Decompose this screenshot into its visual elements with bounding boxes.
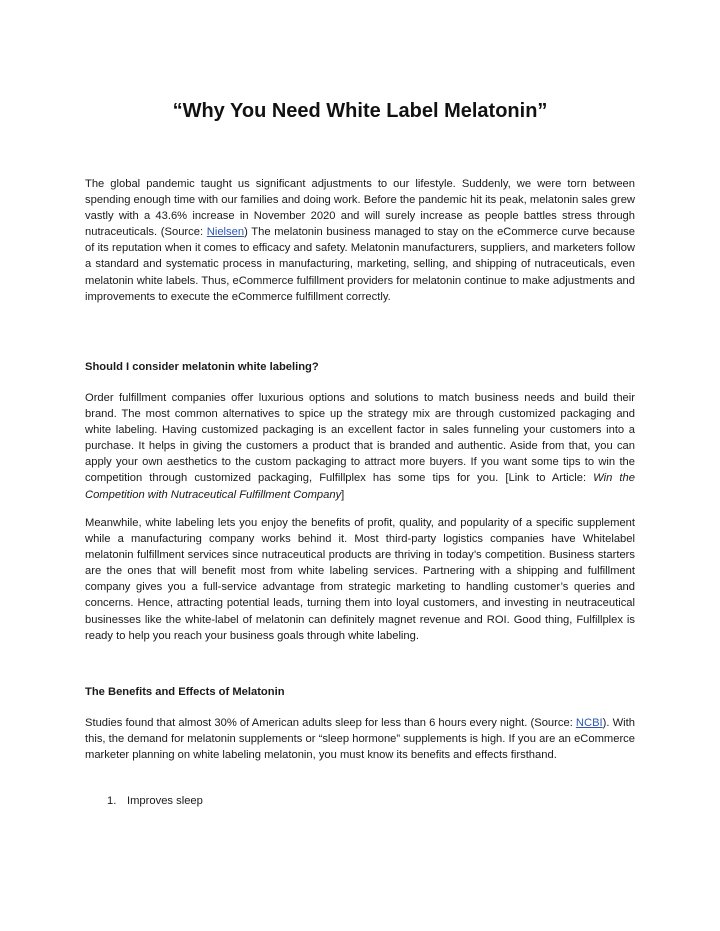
ncbi-link[interactable]: NCBI [575,717,603,729]
list-item-text: Improves sleep [127,795,203,807]
benefits-paragraph [85,715,635,763]
intro-paragraph [85,176,635,305]
white-labeling-paragraph-2 [85,515,635,644]
section-heading-benefits: The Benefits and Effects of Melatonin [85,686,285,698]
nielsen-link[interactable]: Nielsen [206,226,245,239]
paragraph-text-end: ). With this, the demand for melatonin supplements or “sleep hormone” supplements is high. If you are an eCommerce marketer planning on white labeling melatonin, you must know its benefits and effects firsthand. [85,717,635,762]
intro-text-end: ) The melatonin business managed to stay on the eCommerce curve because of its reputation when it comes to efficacy and safety. Melatonin manufacturers, suppliers, and marketers follow a standard and systematic process in manufacturing, marketing, selling, and shipping of nutraceuticals, even melatonin white labels. Thus, eCommerce fulfillment providers for melatonin continue to make adjustments and improvements to execute the eCommerce fulfillment correctly. [85,226,635,303]
bracket-close: ] [341,488,345,501]
list-item [107,793,203,809]
paragraph-text-start: Studies found that almost 30% of American adults sleep for less than 6 hours every night. (Source: [85,717,576,729]
list-item-number: 1. [107,795,117,807]
section-heading-white-labeling: Should I consider melatonin white labeling? [85,361,319,373]
white-labeling-paragraph-1 [85,390,635,503]
document-title: “Why You Need White Label Melatonin” [172,100,548,122]
paragraph-text: Meanwhile, white labeling lets you enjoy the benefits of profit, quality, and popularity of a specific supplement while a manufacturing company works behind it. Most third-party logistics companies have Whitelabel melatonin fulfillment services since nutraceutical products are thriving in today’s competition. Business starters are the ones that will benefit most from white labeling services. Partnering with a shipping and fulfillment company gives you a full-service advantage from strategic marketing to handling customer’s queries and concerns. Hence, attracting potential leads, turning them into loyal customers, and investing in neutraceutical businesses like the white-label of melatonin can definitely magnet revenue and ROI. Good thing, Fulfillplex is ready to help you reach your business goals through white labeling. [85,517,635,642]
intro-text-start: The global pandemic taught us significant adjustments to our lifestyle. Suddenly, we were torn between spending enough time with our families and doing work. Before the pandemic hit its peak, melatonin sales grew vastly with a 43.6% increase in November 2020 and will surely increase as people battles stress through nutraceuticals. (Source: [85,178,635,239]
article-link-title: Win the Competition with Nutraceutical Fulfillment Company [85,472,635,501]
paragraph-text: Order fulfillment companies offer luxurious options and solutions to match business needs and build their brand. The most common alternatives to spice up the strategy mix are through customized packaging and white labeling. Having customized packaging is an excellent factor in sales funneling your customers into a purchase. It helps in giving the customers a product that is branded and authentic. Aside from that, you can apply your own aesthetics to the custom packaging to attract more buyers. If you want some tips to win the competition through customized packaging, Fulfillplex has some tips for you. [Link to Article: [85,392,635,485]
